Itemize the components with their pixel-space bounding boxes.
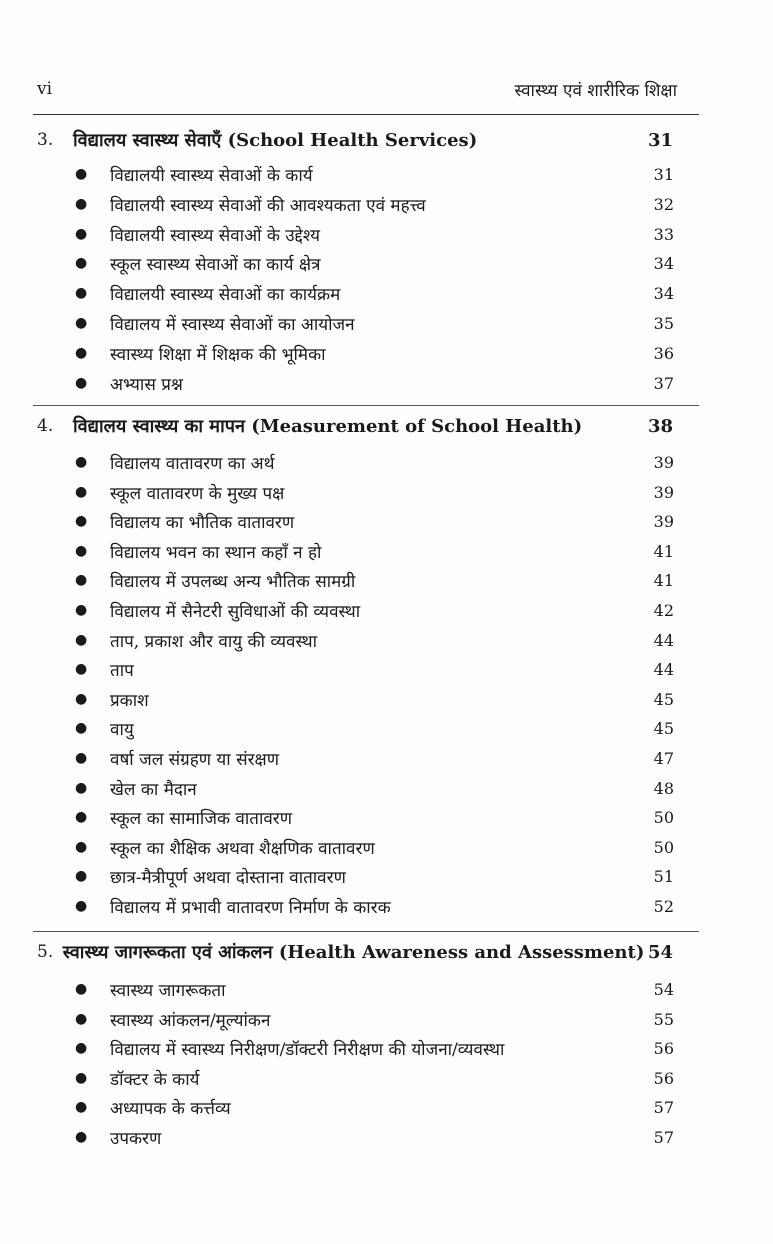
entry-title: विद्यालय में स्वास्थ्य सेवाओं का आयोजन <box>110 314 355 335</box>
entry-page-number: 34 <box>653 283 674 303</box>
page-header <box>37 76 677 102</box>
entry-title: विद्यालयी स्वास्थ्य सेवाओं के उद्देश्य <box>110 225 320 246</box>
bullet-icon: ● <box>75 572 88 588</box>
bullet-icon: ● <box>75 868 88 884</box>
bullet-icon: ● <box>75 720 88 736</box>
toc-entry[interactable] <box>75 538 674 564</box>
bullet-icon: ● <box>75 898 88 914</box>
entry-page-number: 33 <box>653 224 674 244</box>
entry-page-number: 39 <box>653 452 674 472</box>
bullet-icon: ● <box>75 543 88 559</box>
entry-title: विद्यालय वातावरण का अर्थ <box>110 453 275 474</box>
bullet-icon: ● <box>75 750 88 766</box>
entry-title: स्कूल स्वास्थ्य सेवाओं का कार्य क्षेत्र <box>110 254 321 275</box>
entry-title: स्वास्थ्य आंकलन/मूल्यांकन <box>110 1010 271 1031</box>
chapter-heading[interactable] <box>37 939 673 965</box>
bullet-icon: ● <box>75 196 88 212</box>
bullet-icon: ● <box>75 1129 88 1145</box>
entry-page-number: 39 <box>653 511 674 531</box>
section-divider <box>33 931 699 932</box>
entry-title: अध्यापक के कर्त्तव्य <box>110 1098 231 1119</box>
toc-entry[interactable] <box>75 508 674 534</box>
toc-entry[interactable] <box>75 976 674 1002</box>
entry-page-number: 57 <box>653 1127 674 1147</box>
toc-entry[interactable] <box>75 479 674 505</box>
page-numeral: vi <box>37 79 53 99</box>
toc-entry[interactable] <box>75 370 674 396</box>
bullet-icon: ● <box>75 1040 88 1056</box>
entry-title: वर्षा जल संग्रहण या संरक्षण <box>110 749 280 770</box>
entry-page-number: 47 <box>653 748 674 768</box>
chapter-title: विद्यालय स्वास्थ्य का मापन (Measurement of School Health) <box>73 416 583 437</box>
chapter-heading[interactable] <box>37 413 673 439</box>
entry-page-number: 44 <box>653 630 674 650</box>
bullet-icon: ● <box>75 345 88 361</box>
entry-page-number: 41 <box>653 541 674 561</box>
entry-page-number: 50 <box>653 837 674 857</box>
entry-page-number: 37 <box>653 373 674 393</box>
bullet-icon: ● <box>75 981 88 997</box>
chapter-title: स्वास्थ्य जागरूकता एवं आंकलन (Health Awareness and Assessment) <box>62 942 645 963</box>
entry-page-number: 50 <box>653 807 674 827</box>
entry-title: छात्र-मैत्रीपूर्ण अथवा दोस्ताना वातावरण <box>110 867 346 888</box>
bullet-icon: ● <box>75 375 88 391</box>
bullet-icon: ● <box>75 166 88 182</box>
entry-title: ताप <box>110 660 134 681</box>
toc-entry[interactable] <box>75 656 674 682</box>
toc-entry[interactable] <box>75 1124 674 1150</box>
entry-page-number: 42 <box>653 600 674 620</box>
entry-title: ताप, प्रकाश और वायु की व्यवस्था <box>110 631 318 652</box>
toc-entry[interactable] <box>75 834 674 860</box>
bullet-icon: ● <box>75 780 88 796</box>
toc-entry[interactable] <box>75 280 674 306</box>
section-divider <box>33 405 699 406</box>
entry-title: विद्यालयी स्वास्थ्य सेवाओं का कार्यक्रम <box>110 284 341 305</box>
toc-entry[interactable] <box>75 686 674 712</box>
entry-page-number: 55 <box>653 1009 674 1029</box>
entry-title: विद्यालयी स्वास्थ्य सेवाओं के कार्य <box>110 165 313 186</box>
entry-title: प्रकाश <box>110 690 149 711</box>
toc-entry[interactable] <box>75 863 674 889</box>
entry-page-number: 48 <box>653 778 674 798</box>
entry-page-number: 36 <box>653 343 674 363</box>
entry-title: स्कूल का सामाजिक वातावरण <box>110 808 293 829</box>
toc-entry[interactable] <box>75 567 674 593</box>
bullet-icon: ● <box>75 1099 88 1115</box>
entry-page-number: 45 <box>653 689 674 709</box>
toc-entry[interactable] <box>75 449 674 475</box>
entry-title: डॉक्टर के कार्य <box>110 1069 200 1090</box>
bullet-icon: ● <box>75 513 88 529</box>
entry-page-number: 45 <box>653 718 674 738</box>
entry-title: विद्यालय में उपलब्ध अन्य भौतिक सामग्री <box>110 571 356 592</box>
entry-page-number: 35 <box>653 313 674 333</box>
chapter-page-number: 31 <box>647 129 673 151</box>
bullet-icon: ● <box>75 839 88 855</box>
entry-title: स्वास्थ्य शिक्षा में शिक्षक की भूमिका <box>110 344 326 365</box>
chapter-number: 3. <box>37 130 54 150</box>
entry-title: विद्यालय में प्रभावी वातावरण निर्माण के कारक <box>110 897 391 918</box>
bullet-icon: ● <box>75 602 88 618</box>
bullet-icon: ● <box>75 661 88 677</box>
entry-title: स्कूल वातावरण के मुख्य पक्ष <box>110 483 285 504</box>
entry-page-number: 56 <box>653 1068 674 1088</box>
toc-entry[interactable] <box>75 715 674 741</box>
toc-entry[interactable] <box>75 161 674 187</box>
toc-entry[interactable] <box>75 1065 674 1091</box>
entry-page-number: 44 <box>653 659 674 679</box>
header-rule <box>33 114 699 115</box>
toc-entry[interactable] <box>75 804 674 830</box>
bullet-icon: ● <box>75 454 88 470</box>
toc-entry[interactable] <box>75 221 674 247</box>
toc-entry[interactable] <box>75 310 674 336</box>
entry-page-number: 39 <box>653 482 674 502</box>
toc-entry[interactable] <box>75 597 674 623</box>
toc-entry[interactable] <box>75 775 674 801</box>
entry-page-number: 34 <box>653 253 674 273</box>
chapter-page-number: 54 <box>647 941 673 963</box>
toc-entry[interactable] <box>75 340 674 366</box>
entry-title: विद्यालय भवन का स्थान कहाँ न हो <box>110 542 322 563</box>
bullet-icon: ● <box>75 809 88 825</box>
book-title: स्वास्थ्य एवं शारीरिक शिक्षा <box>514 80 677 101</box>
toc-entry[interactable] <box>75 250 674 276</box>
entry-title: विद्यालय में सैनेटरी सुविधाओं की व्यवस्था <box>110 601 361 622</box>
bullet-icon: ● <box>75 484 88 500</box>
entry-page-number: 52 <box>653 896 674 916</box>
toc-entry[interactable] <box>75 1035 674 1061</box>
toc-entry[interactable] <box>75 1006 674 1032</box>
toc-entry[interactable] <box>75 745 674 771</box>
entry-page-number: 57 <box>653 1097 674 1117</box>
entry-title: अभ्यास प्रश्न <box>110 374 183 395</box>
bullet-icon: ● <box>75 315 88 331</box>
chapter-title: विद्यालय स्वास्थ्य सेवाएँ (School Health Services) <box>73 130 478 151</box>
toc-entry[interactable] <box>75 191 674 217</box>
entry-page-number: 51 <box>653 866 674 886</box>
bullet-icon: ● <box>75 226 88 242</box>
bullet-icon: ● <box>75 285 88 301</box>
chapter-page-number: 38 <box>647 415 673 437</box>
chapter-number: 5. <box>37 942 54 962</box>
chapter-number: 4. <box>37 416 54 436</box>
bullet-icon: ● <box>75 632 88 648</box>
bullet-icon: ● <box>75 255 88 271</box>
toc-entry[interactable] <box>75 1094 674 1120</box>
bullet-icon: ● <box>75 1070 88 1086</box>
bullet-icon: ● <box>75 691 88 707</box>
entry-title: विद्यालय में स्वास्थ्य निरीक्षण/डॉक्टरी निरीक्षण की योजना/व्यवस्था <box>110 1039 505 1060</box>
entry-page-number: 41 <box>653 570 674 590</box>
entry-title: स्कूल का शैक्षिक अथवा शैक्षणिक वातावरण <box>110 838 375 859</box>
toc-entry[interactable] <box>75 627 674 653</box>
entry-title: खेल का मैदान <box>110 779 197 800</box>
toc-entry[interactable] <box>75 893 674 919</box>
entry-title: उपकरण <box>110 1128 162 1149</box>
entry-title: विद्यालयी स्वास्थ्य सेवाओं की आवश्यकता एवं महत्त्व <box>110 195 426 216</box>
entry-page-number: 31 <box>653 164 674 184</box>
entry-page-number: 54 <box>653 979 674 999</box>
entry-title: वायु <box>110 719 134 740</box>
chapter-heading[interactable] <box>37 127 673 153</box>
entry-title: स्वास्थ्य जागरूकता <box>110 980 226 1001</box>
entry-page-number: 32 <box>653 194 674 214</box>
entry-page-number: 56 <box>653 1038 674 1058</box>
bullet-icon: ● <box>75 1011 88 1027</box>
entry-title: विद्यालय का भौतिक वातावरण <box>110 512 295 533</box>
